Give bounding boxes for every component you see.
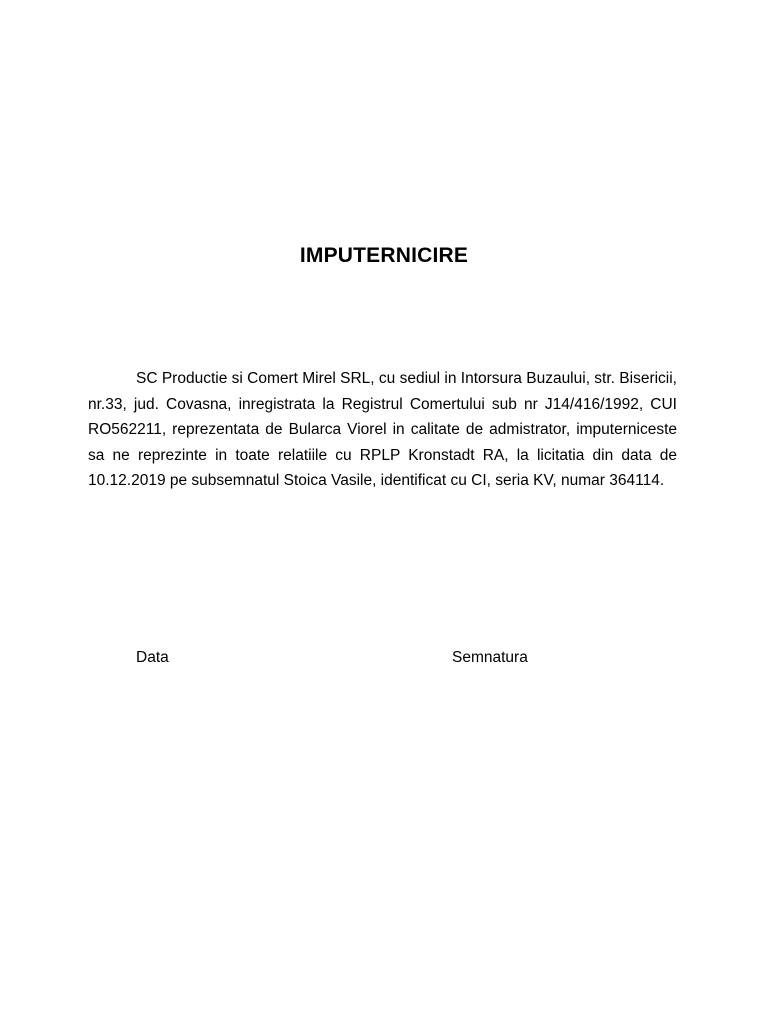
document-title: IMPUTERNICIRE xyxy=(299,244,469,267)
date-label: Data xyxy=(136,649,169,666)
signature-label: Semnatura xyxy=(452,649,528,666)
authorization-paragraph: SC Productie si Comert Mirel SRL, cu sediul in Intorsura Buzaului, str. Bisericii, nr.33, jud. Covasna, inregistrata la Registrul Comertului sub nr J14/416/1992, CUI RO562211, reprezentata de Bularca Viorel in calitate de admistrator, imputerniceste sa ne reprezinte in toate relatiile cu RPLP Kronstadt RA, la licitatia din data de 10.12.2019 pe subsemnatul Stoica Vasile, identificat cu CI, seria KV, numar 364114. xyxy=(88,370,677,489)
